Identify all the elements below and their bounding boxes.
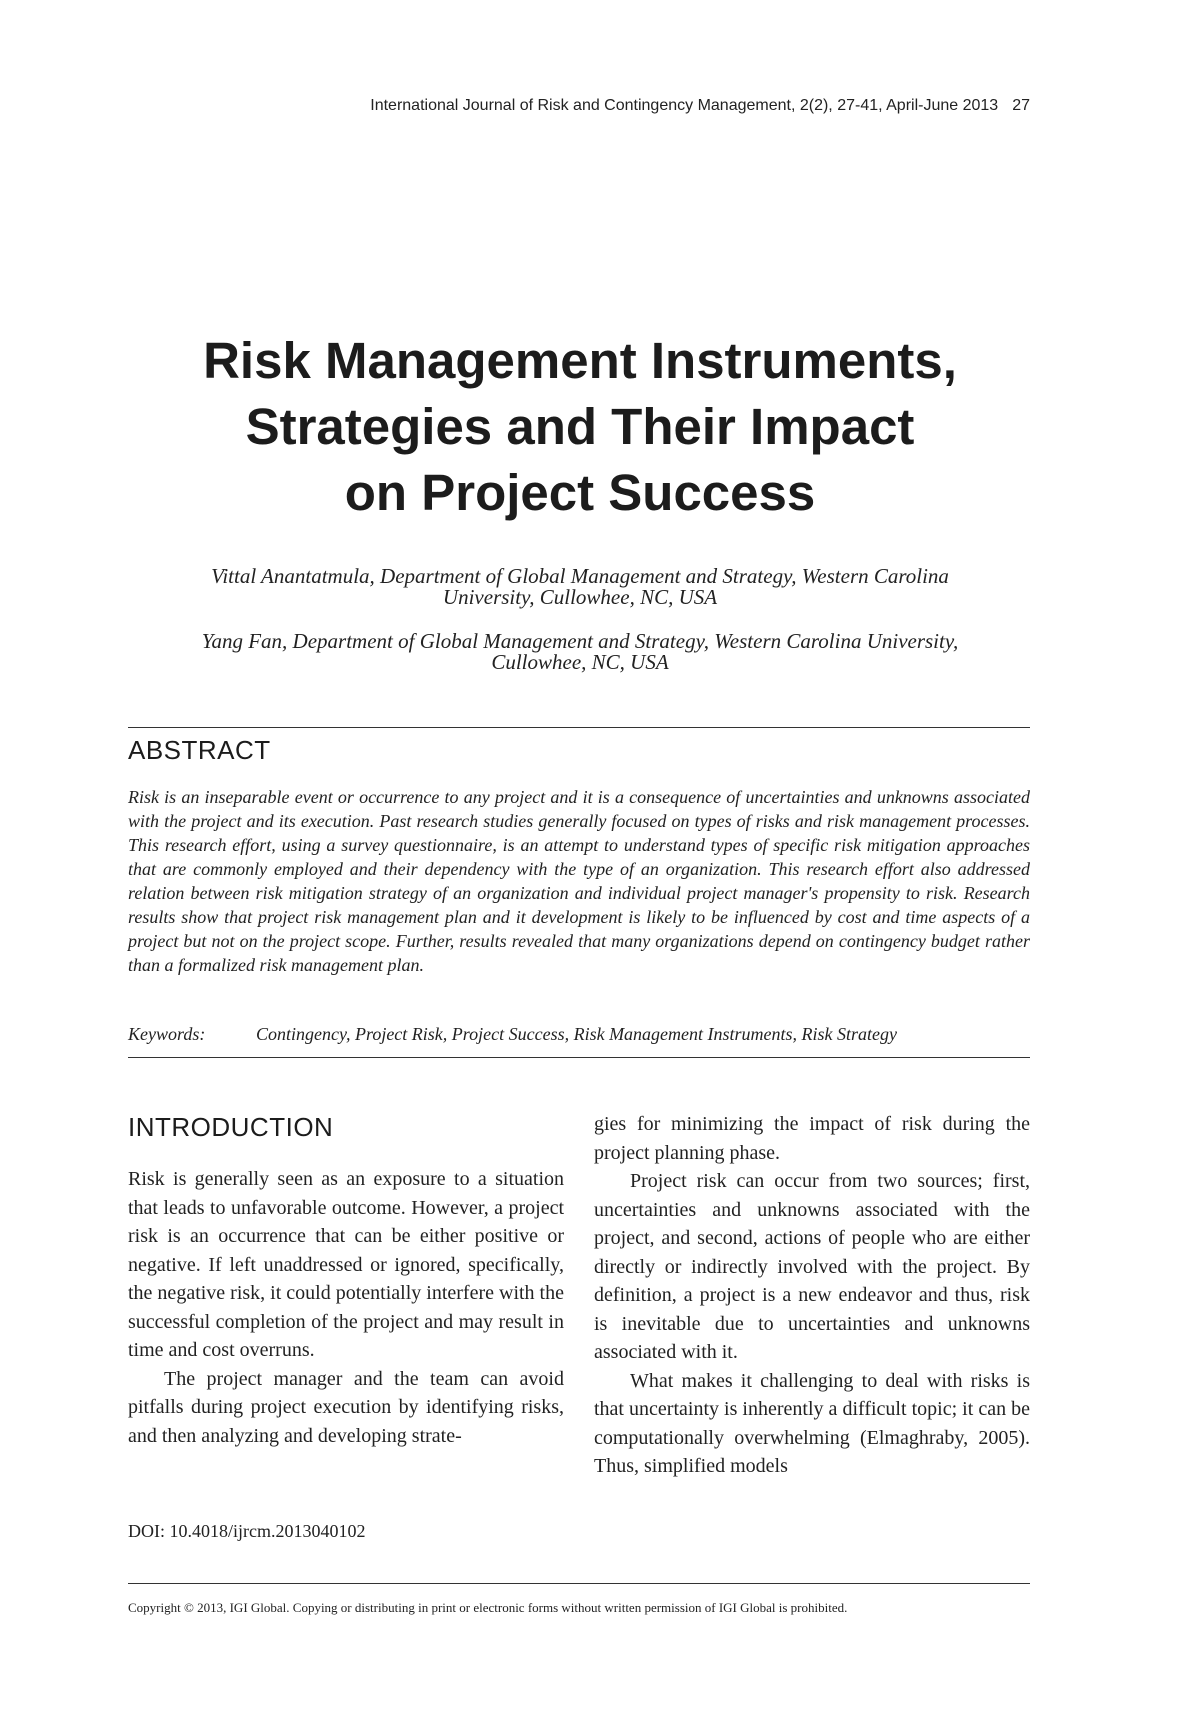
body-paragraph: gies for minimizing the impact of risk during the project planning phase. (594, 1113, 1030, 1164)
body-paragraph: What makes it challenging to deal with risks is that uncertainty is inherently a difficult topic; it can be computationally overwhelming (Elmaghraby, 2005). Thus, simplified models (594, 1369, 1030, 1477)
copyright-notice: Copyright © 2013, IGI Global. Copying or distributing in print or electronic forms without written permission of IGI Global is prohibited. (128, 1600, 848, 1615)
author-line: Cullowhee, NC, USA (491, 650, 669, 674)
page-number: 27 (1012, 97, 1030, 114)
keywords-values: Contingency, Project Risk, Project Success, Risk Management Instruments, Risk Strategy (256, 1024, 898, 1044)
journal-citation: International Journal of Risk and Contingency Management, 2(2), 27-41, April-June 2013 (370, 97, 999, 114)
body-paragraph: The project manager and the team can avoid pitfalls during project execution by identifying risks, and then analyzing and developing strate- (128, 1367, 564, 1447)
title-line: Strategies and Their Impact (245, 398, 915, 455)
abstract-bottom-divider (128, 1057, 1030, 1058)
title-line: on Project Success (344, 464, 816, 521)
abstract-text: Risk is an inseparable event or occurrence to any project and it is a consequence of uncertainties and unknowns associated with the project and its execution. Past research studies generally focused on types of risks and risk management processes. This research effort, using a survey questionnaire, is an attempt to understand types of specific risk mitigation approaches that are commonly employed and their dependency with the type of an organization. This research effort also addressed relation between risk mitigation strategy of an organization and individual project manager's propensity to risk. Research results show that project risk management plan and it development is likely to be influenced by cost and time aspects of a project but not on the project scope. Further, results revealed that many organizations depend on contingency budget rather than a formalized risk management plan. (128, 787, 1030, 975)
right-column (594, 1110, 1030, 1481)
doi: DOI: 10.4018/ijrcm.2013040102 (128, 1521, 366, 1541)
footer-divider (128, 1583, 1030, 1584)
author-line: University, Cullowhee, NC, USA (442, 585, 718, 609)
running-header (240, 97, 1030, 115)
left-column (128, 1165, 564, 1450)
author-line: Yang Fan, Department of Global Management and Strategy, Western Carolina University, (201, 629, 959, 653)
title-line: Risk Management Instruments, (203, 332, 957, 389)
keywords-label: Keywords: (128, 1024, 206, 1044)
body-paragraph: Risk is generally seen as an exposure to a situation that leads to unfavorable outcome. However, a project risk is an occurrence that can be either positive or negative. If left unaddressed or ignored, specifically, the negative risk, it could potentially interfere with the successful completion of the project and may result in time and cost overruns. (128, 1168, 564, 1361)
author-line: Vittal Anantatmula, Department of Global Management and Strategy, Western Carolina (211, 564, 949, 588)
abstract-heading: ABSTRACT (128, 735, 271, 765)
author-affiliation-1 (140, 566, 1020, 608)
body-paragraph: Project risk can occur from two sources; first, uncertainties and unknowns associated with the project, and second, actions of people who are either directly or indirectly involved with the project. By definition, a project is a new endeavor and thus, risk is inevitable due to uncertainties and unknowns associated with it. (594, 1170, 1030, 1363)
paper-title (120, 328, 1040, 526)
introduction-heading: INTRODUCTION (128, 1112, 334, 1142)
abstract-top-divider (128, 727, 1030, 728)
author-affiliation-2 (140, 631, 1020, 673)
keywords-line (128, 1024, 1030, 1045)
